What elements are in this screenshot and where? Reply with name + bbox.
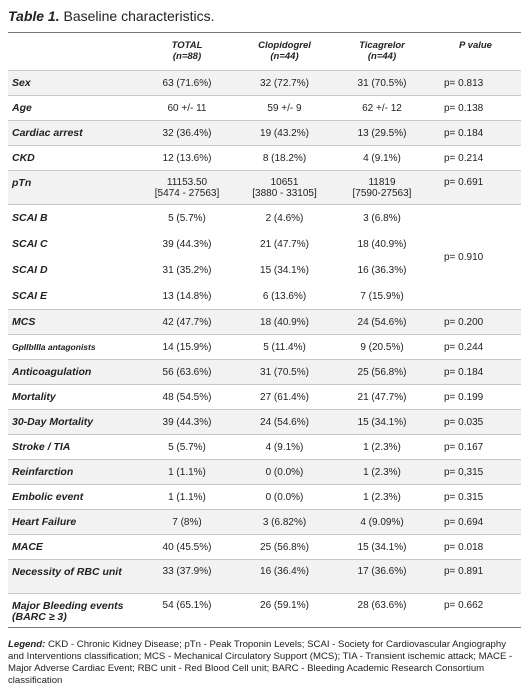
cell-total: 48 (54.5%): [139, 385, 235, 410]
cell-total: 54 (65.1%): [139, 594, 235, 628]
cell-ticagrelor: 25 (56.8%): [334, 360, 430, 385]
table-row: [8, 485, 521, 510]
cell-ticagrelor: 3 (6.8%): [334, 205, 430, 232]
cell-total: 32 (36.4%): [139, 121, 235, 146]
row-label: CKD: [8, 146, 139, 171]
cell-clopidogrel: 2 (4.6%): [235, 205, 334, 232]
row-label: SCAI E: [12, 289, 48, 302]
table-row: [8, 146, 521, 171]
table-title-text: Baseline characteristics.: [59, 8, 215, 24]
cell-ticagrelor: 24 (54.6%): [334, 310, 430, 335]
table-row: [8, 460, 521, 485]
table-title: [8, 8, 214, 24]
row-label: Cardiac arrest: [8, 121, 139, 146]
row-label: Mortality: [8, 385, 139, 410]
header-total: TOTAL (n=88): [171, 40, 203, 62]
header-variable: [8, 36, 139, 71]
cell-p-value: p= 0.199: [430, 385, 521, 410]
cell-total: 12 (13.6%): [139, 146, 235, 171]
cell-total: 40 (45.5%): [139, 535, 235, 560]
cell-total: 60 +/- 11: [139, 96, 235, 121]
legend-label: Legend:: [8, 639, 46, 650]
cell-clopidogrel: 8 (18.2%): [235, 146, 334, 171]
table-legend: [8, 639, 521, 687]
cell-total: 1 (1.1%): [139, 460, 235, 485]
cell-clopidogrel: 3 (6.82%): [235, 510, 334, 535]
cell-ticagrelor: 28 (63.6%): [334, 594, 430, 628]
header-p-value: P value: [459, 40, 492, 51]
cell-ticagrelor: 9 (20.5%): [334, 335, 430, 360]
table-row: [8, 385, 521, 410]
row-label: Reinfarction: [8, 460, 139, 485]
cell-clopidogrel: 6 (13.6%): [262, 290, 307, 302]
header-ticagrelor: Ticagrelor (n=44): [359, 40, 405, 62]
cell-clopidogrel: 10651 [3880 - 33105]: [235, 171, 334, 205]
table-row: [8, 360, 521, 385]
cell-clopidogrel: 27 (61.4%): [235, 385, 334, 410]
row-label: MACE: [8, 535, 139, 560]
cell-ticagrelor: 11819 [7590-27563]: [334, 171, 430, 205]
cell-ticagrelor: 16 (36.3%): [357, 264, 407, 276]
cell-total: 1 (1.1%): [139, 485, 235, 510]
table-row: [8, 510, 521, 535]
row-label: pTn: [8, 171, 139, 205]
cell-ticagrelor: 4 (9.09%): [334, 510, 430, 535]
table-row: [8, 535, 521, 560]
row-label: Heart Failure: [8, 510, 139, 535]
cell-clopidogrel: 31 (70.5%): [235, 360, 334, 385]
cell-ticagrelor: 17 (36.6%): [334, 560, 430, 594]
row-label: 30-Day Mortality: [8, 410, 139, 435]
cell-ticagrelor: 1 (2.3%): [334, 460, 430, 485]
cell-p-value: p= 0.184: [430, 360, 521, 385]
table-row: [8, 435, 521, 460]
cell-clopidogrel: 16 (36.4%): [235, 560, 334, 594]
row-label: Sex: [8, 71, 139, 96]
cell-clopidogrel: 18 (40.9%): [235, 310, 334, 335]
title-rule: [8, 32, 521, 33]
cell-clopidogrel: 59 +/- 9: [235, 96, 334, 121]
cell-p-value: p= 0.662: [430, 594, 521, 628]
cell-ticagrelor: 21 (47.7%): [334, 385, 430, 410]
cell-clopidogrel: 0 (0.0%): [235, 460, 334, 485]
cell-clopidogrel: 5 (11.4%): [235, 335, 334, 360]
cell-clopidogrel: 21 (47.7%): [260, 238, 309, 250]
row-label: Embolic event: [8, 485, 139, 510]
table-row: [8, 594, 521, 628]
cell-ticagrelor: 18 (40.9%): [357, 238, 407, 250]
cell-total: 14 (15.9%): [139, 335, 235, 360]
row-label: Age: [8, 96, 139, 121]
row-label: GpIIbIIIa antagonists: [8, 335, 139, 360]
cell-total: 56 (63.6%): [139, 360, 235, 385]
table-title-label: Table 1.: [8, 8, 60, 24]
cell-p-value: p= 0.691: [430, 171, 521, 205]
table-row: [8, 121, 521, 146]
table-row: [8, 335, 521, 360]
cell-p-value: p= 0.694: [430, 510, 521, 535]
table-row: [8, 96, 521, 121]
cell-clopidogrel: 15 (34.1%): [260, 264, 309, 276]
cell-total: 42 (47.7%): [139, 310, 235, 335]
table-header-row: [8, 36, 521, 71]
cell-clopidogrel: 32 (72.7%): [235, 71, 334, 96]
table-row: [8, 71, 521, 96]
cell-ticagrelor: 31 (70.5%): [334, 71, 430, 96]
cell-total: 5 (5.7%): [139, 435, 235, 460]
table-row: [8, 205, 521, 232]
table-row: [8, 560, 521, 594]
cell-ticagrelor: 62 +/- 12: [334, 96, 430, 121]
cell-clopidogrel: 26 (59.1%): [235, 594, 334, 628]
row-label: SCAI B: [8, 205, 139, 232]
cell-p-value: p= 0.018: [430, 535, 521, 560]
cell-ticagrelor: 7 (15.9%): [360, 290, 404, 302]
cell-ticagrelor: 13 (29.5%): [334, 121, 430, 146]
cell-ticagrelor: 15 (34.1%): [334, 410, 430, 435]
table-row: [8, 310, 521, 335]
cell-ticagrelor: 1 (2.3%): [334, 435, 430, 460]
cell-p-value: p= 0,315: [430, 460, 521, 485]
cell-p-value: p= 0.200: [430, 310, 521, 335]
cell-total: 63 (71.6%): [139, 71, 235, 96]
cell-p-value-scai: p= 0.910: [430, 205, 521, 310]
row-label: Necessity of RBC unit: [8, 560, 139, 594]
cell-p-value: p= 0.214: [430, 146, 521, 171]
header-clopidogrel: Clopidogrel (n=44): [258, 40, 311, 62]
cell-p-value: p= 0.138: [430, 96, 521, 121]
cell-total: 39 (44.3%): [139, 410, 235, 435]
table-row: [8, 171, 521, 205]
cell-clopidogrel: 19 (43.2%): [235, 121, 334, 146]
cell-p-value: p= 0.184: [430, 121, 521, 146]
row-label: Anticoagulation: [8, 360, 139, 385]
cell-ticagrelor: 4 (9.1%): [334, 146, 430, 171]
cell-clopidogrel: 24 (54.6%): [235, 410, 334, 435]
row-label: MCS: [8, 310, 139, 335]
cell-total: 39 (44.3%): [162, 238, 212, 250]
cell-total: 5 (5.7%): [139, 205, 235, 232]
cell-ticagrelor: 1 (2.3%): [334, 485, 430, 510]
cell-clopidogrel: 25 (56.8%): [235, 535, 334, 560]
cell-p-value: p= 0.035: [430, 410, 521, 435]
cell-total: 31 (35.2%): [162, 264, 212, 276]
cell-total: 13 (14.8%): [162, 290, 212, 302]
cell-p-value: p= 0.315: [430, 485, 521, 510]
baseline-table: [8, 36, 521, 628]
row-label: Major Bleeding events (BARC ≥ 3): [8, 594, 139, 628]
cell-p-value: p= 0.167: [430, 435, 521, 460]
table-row: [8, 410, 521, 435]
cell-p-value: p= 0.244: [430, 335, 521, 360]
row-label: SCAI D: [12, 263, 48, 276]
cell-clopidogrel: 4 (9.1%): [235, 435, 334, 460]
cell-total: 33 (37.9%): [139, 560, 235, 594]
cell-p-value: p= 0.891: [430, 560, 521, 594]
cell-ticagrelor: 15 (34.1%): [334, 535, 430, 560]
cell-total: 7 (8%): [139, 510, 235, 535]
row-label: SCAI C: [12, 237, 48, 250]
cell-total: 11153.50 [5474 - 27563]: [139, 171, 235, 205]
cell-clopidogrel: 0 (0.0%): [235, 485, 334, 510]
legend-text: CKD - Chronic Kidney Disease; pTn - Peak Troponin Levels; SCAI - Society for Cardiovascular Angiography and Interventions classification; MCS - Mechanical Circulatory Support (MCS); TIA - Transient ischemic attack; MACE - Major Adverse Cardiac Event; RBC unit - Red Blood Cell unit; BARC - Bleeding Academic Research Consortium classification: [8, 639, 513, 686]
cell-p-value: p= 0.813: [430, 71, 521, 96]
row-label: Stroke / TIA: [8, 435, 139, 460]
